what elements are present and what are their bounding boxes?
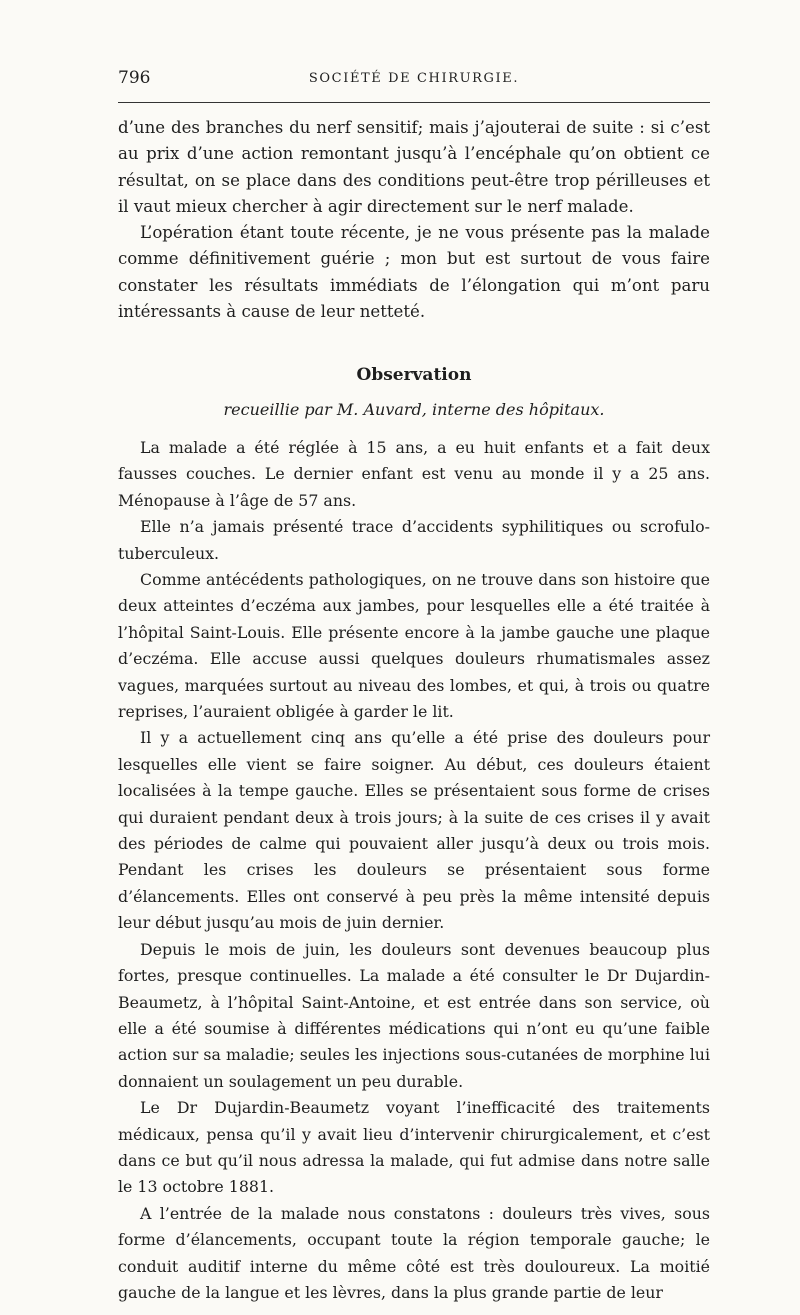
observation-paragraph: La malade a été réglée à 15 ans, a eu huit enfants et a fait deux fausses couches. Le dernier enfant est venu au monde il y a 25 ans. Ménopause à l’âge de 57 ans.	[118, 437, 710, 510]
page-number: 796	[118, 68, 151, 88]
section-subheading: recueillie par M. Auvard, interne des hôpitaux.	[223, 399, 605, 419]
observation-paragraph: Il y a actuellement cinq ans qu’elle a été prise des douleurs pour lesquelles elle vient se faire soigner. Au début, ces douleurs étaient localisées à la tempe gauche. Elles se présentaient sous forme de crises qui duraient pendant deux à trois jours; à la suite de ces crises il y avait des périodes de calme qui pouvaient aller jusqu’à deux ou trois mois. Pendant les crises les douleurs se présentaient sous forme d’élancements. Elles ont conservé à peu près la même intensité depuis leur début jusqu’au mois de juin dernier.	[118, 728, 710, 933]
intro-paragraph: L’opération étant toute récente, je ne vous présente pas la malade comme définitivement guérie ; mon but est surtout de vous faire constater les résultats immédiats de l’élongation qui m’ont paru intéressants à cause de leur netteté.	[118, 223, 710, 322]
page-header	[118, 62, 710, 103]
observation-paragraph: A l’entrée de la malade nous constatons : douleurs très vives, sous forme d’élancements, occupant toute la région temporale gauche; le conduit auditif interne du même côté est très douloureux. La moitié gauche de la langue et les lèvres, dans la plus grande partie de leur	[118, 1203, 710, 1302]
observation-text	[118, 435, 710, 1306]
observation-paragraph: Le Dr Dujardin-Beaumetz voyant l’inefficacité des traitements médicaux, pensa qu’il y avait lieu d’intervenir chirurgicalement, et c’est dans ce but qu’il nous adressa la malade, qui fut admise dans notre salle le 13 octobre 1881.	[118, 1098, 710, 1197]
observation-paragraph: Comme antécédents pathologiques, on ne trouve dans son histoire que deux atteintes d’eczéma aux jambes, pour lesquelles elle a été traitée à l’hôpital Saint-Louis. Elle présente encore à la jambe gauche une plaque d’eczéma. Elle accuse aussi quelques douleurs rhumatismales assez vagues, marquées surtout au niveau des lombes, et qui, à trois ou quatre reprises, l’auraient obligée à garder le lit.	[118, 570, 710, 722]
section-heading: Observation	[356, 365, 472, 386]
intro-paragraph: d’une des branches du nerf sensitif; mais j’ajouterai de suite : si c’est au prix d’une action remontant jusqu’à l’encéphale qu’on obtient ce résultat, on se place dans des conditions peut-être trop périlleuses et il vaut mieux chercher à agir directement sur le nerf malade.	[118, 118, 710, 216]
observation-paragraph: Depuis le mois de juin, les douleurs sont devenues beaucoup plus fortes, presque continuelles. La malade a été consulter le Dr Dujardin-Beaumetz, à l’hôpital Saint-Antoine, et est entrée dans son service, où elle a été soumise à différentes médications qui n’ont eu qu’une faible action sur sa maladie; seules les injections sous-cutanées de morphine lui donnaient un soulagement un peu durable.	[118, 939, 710, 1091]
running-head: SOCIÉTÉ DE CHIRURGIE.	[308, 71, 520, 86]
page-body	[118, 115, 710, 1306]
observation-paragraph: Elle n’a jamais présenté trace d’accidents syphilitiques ou scrofulo-tuberculeux.	[118, 517, 710, 563]
